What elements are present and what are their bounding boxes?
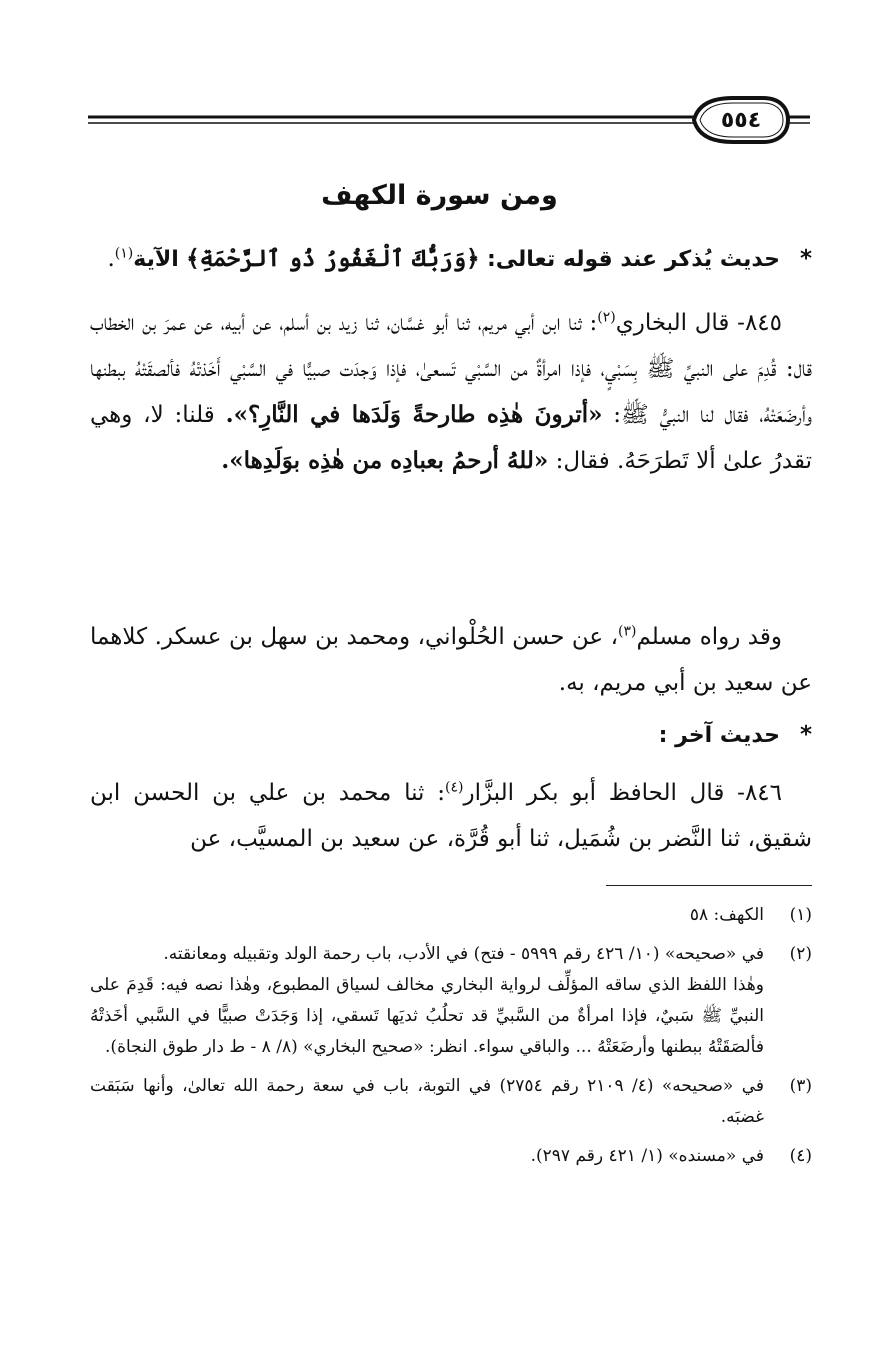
heading-text: حديث آخر : bbox=[658, 723, 780, 748]
hadith-845-takhrij bbox=[90, 614, 812, 706]
footnote-number: (٣) bbox=[789, 1076, 812, 1096]
footnote-ref-1: (١) bbox=[114, 245, 134, 262]
footnote-number: (٤) bbox=[789, 1146, 812, 1166]
footnotes bbox=[90, 900, 812, 1172]
hadith-text: : ثنا محمد بن علي بن الحسن ابن شقيق، ثنا النَّضر بن شُمَيل، ثنا أبو قُرَّة، عن سعيد بن المسيَّب، عن bbox=[90, 780, 812, 852]
prophet-speech: «أترونَ هٰذِه طارحةً وَلَدَها في النَّارِ؟». bbox=[225, 401, 603, 428]
narrator-intro: قال الحافظ أبو بكر البزَّار bbox=[463, 780, 725, 806]
end-mark: . bbox=[107, 246, 115, 272]
prophet-speech-2: «للهُ أرحمُ بعبادِه من هٰذِه بوَلَدِها». bbox=[221, 447, 549, 474]
star-marker: * bbox=[799, 722, 812, 748]
heading-prefix: حديث يُذكر عند قوله تعالى: bbox=[486, 247, 780, 272]
footnote-ref-3: (٣) bbox=[618, 623, 637, 640]
hadith-number: ٨٤٦- bbox=[737, 780, 782, 806]
companions-reply: قلنا: لا، وهي تقدرُ علىٰ ألا تَطرَحَهُ. فقال: bbox=[90, 402, 812, 474]
footnote-text: الكهف: ٥٨ bbox=[689, 905, 764, 925]
takhrij-intro: وقد رواه مسلم bbox=[636, 624, 782, 650]
footnote-text: وهٰذا اللفظ الذي ساقه المؤلِّف لرواية البخاري مخالف لسياق المطبوع، وهٰذا نصه فيه: قَدِمَ على النبيِّ ﷺ سَبيٌ، فإذا امرأةٌ من السَّبيِّ قد تحلُبُ ثديَها تَسقي، إذا وَجَدَتْ صبيًّا في السَّبي أخَذتْهُ فألصَقَتْهُ ببطنها وأرضَعَتْهُ ... والباقي سواء. انظر: «صحيح البخاري» (٨/ ٨ - ط دار طوق النجاة). bbox=[90, 975, 764, 1057]
takhrij-text: ، عن حسن الحُلْواني، ومحمد بن سهل بن عسكر. كلاهما عن سعيد بن أبي مريم، به. bbox=[90, 624, 812, 696]
section-heading-2 bbox=[90, 712, 812, 759]
star-marker: * bbox=[799, 246, 812, 272]
footnote-text: في «صحيحه» (١٠/ ٤٢٦ رقم ٥٩٩٩ - فتح) في الأدب، باب رحمة الولد وتقبيله ومعانقته. bbox=[163, 944, 764, 964]
footnote-4 bbox=[90, 1141, 812, 1172]
quran-verse: ﴿وَرَبُّكَ ٱلْغَفُورُ ذُو ٱلرَّحْمَةِ﴾ bbox=[186, 245, 480, 272]
footnote-ref-4: (٤) bbox=[445, 779, 464, 796]
section-heading-1 bbox=[90, 236, 812, 283]
footnote-ref-2: (٢) bbox=[597, 309, 616, 326]
footnote-3 bbox=[90, 1071, 812, 1133]
heading-suffix: الآية bbox=[133, 247, 179, 272]
surah-title: ومن سورة الكهف bbox=[321, 180, 558, 211]
footnote-text: في «مسنده» (١/ ٤٢١ رقم ٢٩٧). bbox=[530, 1146, 764, 1166]
narrator-intro: قال البخاري bbox=[615, 310, 730, 336]
footnote-separator bbox=[606, 885, 812, 886]
hadith-845-paragraph bbox=[90, 300, 812, 484]
footnote-2-continued bbox=[90, 970, 812, 1063]
footnote-2 bbox=[90, 939, 812, 970]
footnote-number: (٢) bbox=[789, 944, 812, 964]
footnote-1 bbox=[90, 900, 812, 931]
footnote-number: (١) bbox=[789, 905, 812, 925]
hadith-846-paragraph bbox=[90, 770, 812, 862]
footnote-text: في «صحيحه» (٤/ ٢١٠٩ رقم ٢٧٥٤) في التوبة، باب في سعة رحمة الله تعالىٰ، وأنها سَبَقت غضبَه. bbox=[90, 1076, 764, 1127]
page-number: ٥٥٤ bbox=[720, 108, 762, 133]
hadith-number: ٨٤٥- bbox=[737, 310, 782, 336]
hadith-text: : ثنا ابن أبي مريم، ثنا أبو غسَّان، ثنا زيد بن أسلم، عن أبيه، عن عمرَ بن الخطاب قال: قُدِمَ على النبيِّ ﷺ بِسَبْيٍ، فإذا امرأةٌ من السَّبْي تَسعىٰ، فإذا وَجدَت صبيًّا في السَّبْي أَخَذتْهُ فألصقَتْهُ ببطنها وأرضَعَتْهُ، فقال لنا النبيُّ ﷺ: bbox=[90, 310, 813, 428]
page-header bbox=[88, 96, 810, 146]
